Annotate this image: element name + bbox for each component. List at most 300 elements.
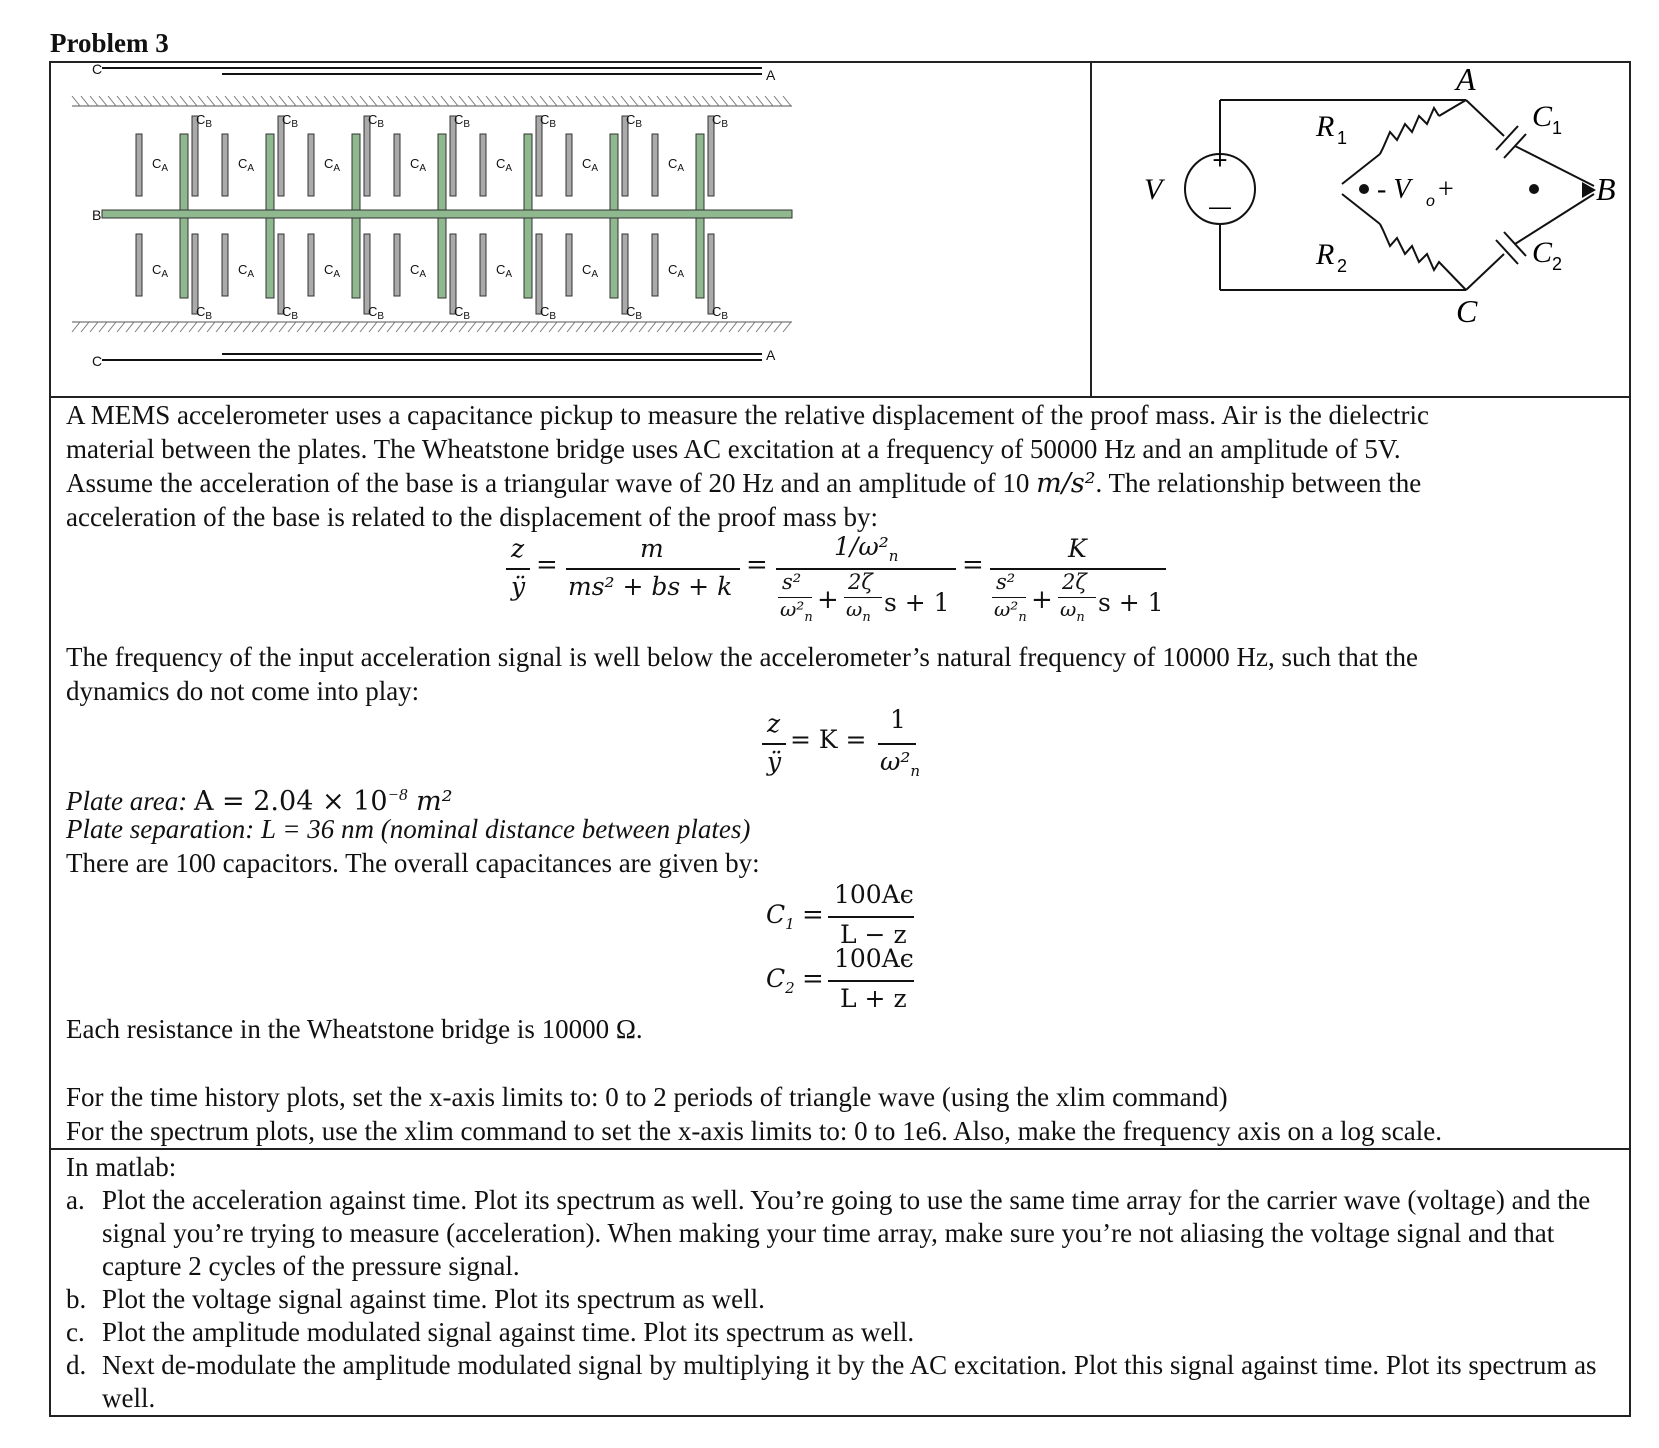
mems-structure (72, 64, 792, 369)
cap-den-1: L − z (840, 920, 907, 949)
hatch-bottom (603, 322, 611, 332)
hatch-top (513, 96, 521, 106)
hatch-bottom (774, 322, 782, 332)
fixed-electrode-bottom (480, 234, 486, 296)
moving-finger-top (266, 134, 274, 210)
hatch-top (324, 96, 332, 106)
hatch-bottom (306, 322, 314, 332)
label-cb: $C_B$ (540, 304, 557, 322)
proof-mass-bar (102, 210, 792, 218)
hatch-top (648, 96, 656, 106)
label-cb: $C_B$ (196, 112, 213, 130)
hatch-bottom (153, 322, 161, 332)
moving-finger-top (438, 134, 446, 210)
hatch-top (747, 96, 755, 106)
label-ca: $C_A$ (410, 156, 427, 174)
tf-den2-wn2: $\omega^2_n$ (780, 597, 813, 625)
label-ca: $C_A$ (238, 156, 255, 174)
tf-ydd: ÿ (511, 572, 526, 601)
hatch-bottom (135, 322, 143, 332)
hatch-bottom (351, 322, 359, 332)
plate-separation: Plate separation: L = 36 nm (nominal distance between plates) (66, 814, 751, 844)
tf-z: z (511, 534, 525, 563)
label-cb: $C_B$ (540, 112, 557, 130)
hatch-bottom (702, 322, 710, 332)
hatch-top (558, 96, 566, 106)
hatch-top (783, 96, 791, 106)
hatch-top (459, 96, 467, 106)
hatch-bottom (432, 322, 440, 332)
hatch-bottom (117, 322, 125, 332)
hatch-bottom (252, 322, 260, 332)
hatch-top (162, 96, 170, 106)
label-ca: $C_A$ (238, 262, 255, 280)
hatch-bottom (189, 322, 197, 332)
hatch-bottom (468, 322, 476, 332)
hatch-bottom (621, 322, 629, 332)
cap-den-2: L + z (840, 984, 907, 1013)
hatch-bottom (108, 322, 116, 332)
divider-matlab (49, 1148, 1631, 1150)
c2-label: C (1532, 236, 1553, 269)
hatch-top (153, 96, 161, 106)
r2-resistor-icon (1380, 224, 1466, 290)
hatch-top (450, 96, 458, 106)
hatch-bottom (378, 322, 386, 332)
hatch-top (441, 96, 449, 106)
hatch-top (378, 96, 386, 106)
divider-vertical (1090, 61, 1092, 397)
hatch-bottom (504, 322, 512, 332)
hatch-top (720, 96, 728, 106)
hatch-top (711, 96, 719, 106)
label-cb: $C_B$ (196, 304, 213, 322)
hatch-bottom (738, 322, 746, 332)
label-a-top: A (766, 67, 776, 83)
hatch-top (207, 96, 215, 106)
hatch-top (522, 96, 530, 106)
tf-den1: ms² + bs + k (568, 572, 733, 601)
fixed-electrode-bottom (278, 234, 284, 314)
fixed-electrode-top (136, 134, 142, 196)
task-b: b. Plot the voltage signal against time. Plot its spectrum as well. (66, 1284, 765, 1314)
hatch-bottom (441, 322, 449, 332)
hatch-bottom (216, 322, 224, 332)
fixed-electrode-top (450, 116, 456, 196)
fixed-electrode-bottom (450, 234, 456, 314)
hatch-top (531, 96, 539, 106)
fixed-electrode-bottom (394, 234, 400, 296)
label-ca: $C_A$ (324, 156, 341, 174)
task-c: c. Plot the amplitude modulated signal against time. Plot its spectrum as well. (66, 1317, 915, 1347)
hatch-top (270, 96, 278, 106)
hatch-bottom (387, 322, 395, 332)
hatch-top (333, 96, 341, 106)
fixed-electrode-bottom (622, 234, 628, 314)
node-b-label: B (1596, 171, 1616, 207)
label-ca: $C_A$ (582, 262, 599, 280)
matlab-heading: In matlab: (66, 1152, 177, 1182)
hatch-bottom (99, 322, 107, 332)
hatch-bottom (558, 322, 566, 332)
hatch-bottom (360, 322, 368, 332)
hatch-top (693, 96, 701, 106)
hatch-top (90, 96, 98, 106)
hatch-bottom (630, 322, 638, 332)
hatch-bottom (90, 322, 98, 332)
hatch-top (198, 96, 206, 106)
hatch-bottom (243, 322, 251, 332)
hatch-top (216, 96, 224, 106)
label-cb: $C_B$ (368, 304, 385, 322)
hatch-top (189, 96, 197, 106)
hatch-bottom (729, 322, 737, 332)
label-cb: $C_B$ (368, 112, 385, 130)
r2-label: R (1316, 238, 1335, 271)
hatch-bottom (612, 322, 620, 332)
label-cb: $C_B$ (712, 304, 729, 322)
hatch-top (675, 96, 683, 106)
hatch-top (279, 96, 287, 106)
vo-plus-node (1529, 184, 1539, 194)
fixed-electrode-bottom (136, 234, 142, 296)
plate-area: Plate area: $A = 2.04 \times 10^{-8}$ m² (66, 785, 453, 817)
fixed-electrode-top (652, 134, 658, 196)
hatch-bottom (648, 322, 656, 332)
task-d: d. Next de-modulate the amplitude modulated signal by multiplying it by the AC excitation. Plot this signal against time. Plot its spectrum as well. (66, 1350, 1597, 1413)
hatch-top (369, 96, 377, 106)
c2-label-sub: 2 (1552, 254, 1563, 274)
hatch-bottom (540, 322, 548, 332)
label-ca: $C_A$ (582, 156, 599, 174)
hatch-bottom (297, 322, 305, 332)
fixed-electrode-bottom (566, 234, 572, 296)
hatch-top (234, 96, 242, 106)
label-cb: $C_B$ (282, 112, 299, 130)
mems-comb-diagram (62, 64, 862, 394)
hatch-bottom (270, 322, 278, 332)
hatch-top (126, 96, 134, 106)
task-list (66, 1184, 1606, 1415)
hatch-top (243, 96, 251, 106)
hatch-top (117, 96, 125, 106)
hatch-top (99, 96, 107, 106)
moving-finger-bottom (352, 218, 360, 298)
hatch-top (387, 96, 395, 106)
hatch-top (774, 96, 782, 106)
hatch-bottom (459, 322, 467, 332)
hatch-bottom (342, 322, 350, 332)
hatch-top (585, 96, 593, 106)
hatch-bottom (423, 322, 431, 332)
hatch-top (540, 96, 548, 106)
fixed-electrode-bottom (364, 234, 370, 314)
freq-note-line-1: The frequency of the input acceleration signal is well below the accelerometer’s natural frequency of 10000 Hz, such that the (66, 642, 1418, 672)
hatch-bottom (171, 322, 179, 332)
label-cb: $C_B$ (712, 112, 729, 130)
hatch-bottom (162, 322, 170, 332)
intro-line-1: A MEMS accelerometer uses a capacitance pickup to measure the relative displacement of the proof mass. Air is the dielectric (66, 400, 1429, 430)
hatch-bottom (693, 322, 701, 332)
hatch-bottom (72, 322, 80, 332)
hatch-bottom (288, 322, 296, 332)
hatch-top (144, 96, 152, 106)
hatch-top (351, 96, 359, 106)
hatch-top (180, 96, 188, 106)
hatch-top (306, 96, 314, 106)
hatch-top (666, 96, 674, 106)
hatch-top (504, 96, 512, 106)
hatch-bottom (711, 322, 719, 332)
hatch-bottom (639, 322, 647, 332)
hatch-bottom (207, 322, 215, 332)
hatch-top (315, 96, 323, 106)
hatch-bottom (666, 322, 674, 332)
fixed-electrode-top (308, 134, 314, 196)
intro-line-3: Assume the acceleration of the base is a triangular wave of 20 Hz and an amplitude of 10 m/s². The relationship between the (66, 468, 1422, 499)
r2-label-sub: 2 (1337, 256, 1348, 276)
label-a-bottom: A (766, 347, 776, 363)
label-ca: $C_A$ (152, 156, 169, 174)
label-c-top: C (92, 64, 103, 77)
moving-finger-bottom (266, 218, 274, 298)
intro-unit: m/s² (1036, 468, 1096, 499)
hatch-top (342, 96, 350, 106)
problem-title: Problem 3 (50, 28, 169, 58)
hatch-bottom (450, 322, 458, 332)
hatch-top (594, 96, 602, 106)
moving-finger-top (180, 134, 188, 210)
r1-label: R (1316, 110, 1335, 143)
hatch-top (171, 96, 179, 106)
tf-den3-wn: $\omega_n$ (1060, 597, 1085, 625)
fixed-electrode-bottom (652, 234, 658, 296)
label-cb: $C_B$ (282, 304, 299, 322)
fixed-electrode-bottom (708, 234, 714, 314)
source-plus: + (1212, 145, 1228, 175)
hatch-top (81, 96, 89, 106)
label-cb: $C_B$ (454, 304, 471, 322)
hatch-bottom (234, 322, 242, 332)
hatch-bottom (144, 322, 152, 332)
label-cb: $C_B$ (626, 304, 643, 322)
hatch-top (477, 96, 485, 106)
hatch-top (639, 96, 647, 106)
static-k: = K = (790, 725, 867, 754)
hatch-bottom (576, 322, 584, 332)
c1-label: $C_1$ (766, 900, 795, 933)
hatch-top (72, 96, 80, 106)
plot-note-spectrum: For the spectrum plots, use the xlim command to set the x-axis limits to: 0 to 1e6. Also, make the frequency axis on a log scale. (66, 1116, 1442, 1146)
vo-label-sub: o (1426, 193, 1435, 210)
hatch-bottom (81, 322, 89, 332)
moving-finger-top (352, 134, 360, 210)
cap-num-1: 100Aϵ (834, 880, 914, 909)
hatch-bottom (405, 322, 413, 332)
hatch-top (396, 96, 404, 106)
node-a-label: A (1456, 64, 1476, 97)
fixed-electrode-top (708, 116, 714, 196)
fixed-electrode-top (278, 116, 284, 196)
fixed-electrode-top (364, 116, 370, 196)
hatch-bottom (180, 322, 188, 332)
fixed-electrode-top (394, 134, 400, 196)
tf-den2-wn: $\omega_n$ (846, 597, 871, 625)
hatch-bottom (279, 322, 287, 332)
moving-finger-top (696, 134, 704, 210)
hatch-bottom (522, 322, 530, 332)
hatch-top (621, 96, 629, 106)
hatch-top (765, 96, 773, 106)
hatch-top (612, 96, 620, 106)
tf-m: m (640, 534, 664, 563)
hatch-top (756, 96, 764, 106)
node-c-label: C (1456, 293, 1478, 329)
hatch-bottom (747, 322, 755, 332)
capacitors-note: There are 100 capacitors. The overall capacitances are given by: (66, 848, 760, 878)
label-ca: $C_A$ (410, 262, 427, 280)
fixed-electrode-top (566, 134, 572, 196)
hatch-top (225, 96, 233, 106)
resistance-note: Each resistance in the Wheatstone bridge is 10000 Ω. (66, 1014, 643, 1044)
label-ca: $C_A$ (324, 262, 341, 280)
wheatstone-bridge-diagram (1094, 64, 1629, 394)
hatch-top (423, 96, 431, 106)
label-cb: $C_B$ (626, 112, 643, 130)
hatch-bottom (126, 322, 134, 332)
hatch-bottom (396, 322, 404, 332)
moving-finger-bottom (696, 218, 704, 298)
hatch-bottom (684, 322, 692, 332)
label-ca: $C_A$ (496, 156, 513, 174)
c1-label-sub: 1 (1552, 118, 1563, 138)
hatch-top (576, 96, 584, 106)
fixed-electrode-bottom (536, 234, 542, 314)
hatch-bottom (594, 322, 602, 332)
moving-finger-top (524, 134, 532, 210)
hatch-top (468, 96, 476, 106)
hatch-top (297, 96, 305, 106)
hatch-bottom (567, 322, 575, 332)
hatch-bottom (585, 322, 593, 332)
fixed-electrode-top (622, 116, 628, 196)
label-c-bottom: C (92, 353, 103, 369)
label-ca: $C_A$ (668, 262, 685, 280)
hatch-top (738, 96, 746, 106)
hatch-top (108, 96, 116, 106)
hatch-bottom (369, 322, 377, 332)
tf-K: K (1068, 534, 1087, 563)
fixed-electrode-top (192, 116, 198, 196)
intro-line-4: acceleration of the base is related to the displacement of the proof mass by: (66, 502, 878, 532)
hatch-top (603, 96, 611, 106)
r1-resistor-icon (1380, 108, 1439, 154)
moving-finger-bottom (438, 218, 446, 298)
hatch-bottom (783, 322, 791, 332)
task-a: a. Plot the acceleration against time. Plot its spectrum as well. You’re going to use the same time array for the carrier wave (voltage) and the signal you’re trying to measure (acceleration). When making your time array, make sure you’re not aliasing the voltage signal and that capture 2 cycles of the pressure signal. (66, 1185, 1591, 1281)
label-cb: $C_B$ (454, 112, 471, 130)
hatch-top (729, 96, 737, 106)
hatch-top (495, 96, 503, 106)
static-wn2: $\omega^2_n$ (880, 747, 921, 780)
label-ca: $C_A$ (496, 262, 513, 280)
hatch-top (252, 96, 260, 106)
hatch-bottom (324, 322, 332, 332)
hatch-bottom (225, 322, 233, 332)
hatch-bottom (531, 322, 539, 332)
vo-plus-label: + (1438, 174, 1454, 205)
c2-label: $C_2$ (766, 964, 795, 997)
hatch-top (405, 96, 413, 106)
fixed-electrode-bottom (192, 234, 198, 314)
r1-label-sub: 1 (1337, 128, 1348, 148)
fixed-electrode-top (480, 134, 486, 196)
intro-line-2: material between the plates. The Wheatstone bridge uses AC excitation at a frequency of 50000 Hz and an amplitude of 5V. (66, 434, 1401, 464)
fixed-electrode-top (536, 116, 542, 196)
moving-finger-bottom (180, 218, 188, 298)
hatch-top (135, 96, 143, 106)
hatch-top (684, 96, 692, 106)
hatch-top (360, 96, 368, 106)
fixed-electrode-bottom (222, 234, 228, 296)
hatch-bottom (513, 322, 521, 332)
hatch-top (261, 96, 269, 106)
label-b: B (92, 207, 102, 223)
c1-label: C (1532, 100, 1553, 133)
hatch-bottom (477, 322, 485, 332)
hatch-top (432, 96, 440, 106)
cap-num-2: 100Aϵ (834, 944, 914, 973)
moving-finger-top (610, 134, 618, 210)
hatch-bottom (315, 322, 323, 332)
hatch-bottom (495, 322, 503, 332)
source-minus: — (1209, 194, 1231, 219)
vo-minus-node (1359, 184, 1369, 194)
hatch-top (702, 96, 710, 106)
hatch-bottom (198, 322, 206, 332)
hatch-top (486, 96, 494, 106)
moving-finger-bottom (610, 218, 618, 298)
hatch-bottom (765, 322, 773, 332)
hatch-bottom (486, 322, 494, 332)
hatch-bottom (675, 322, 683, 332)
hatch-bottom (414, 322, 422, 332)
plot-note-time: For the time history plots, set the x-axis limits to: 0 to 2 periods of triangle wave (using the xlim command) (66, 1082, 1228, 1112)
hatch-bottom (333, 322, 341, 332)
vo-label: - V (1377, 174, 1411, 205)
hatch-top (567, 96, 575, 106)
tf-den3-wn2: $\omega^2_n$ (994, 597, 1027, 625)
hatch-bottom (549, 322, 557, 332)
label-ca: $C_A$ (152, 262, 169, 280)
freq-note-line-2: dynamics do not come into play: (66, 676, 420, 706)
moving-finger-bottom (524, 218, 532, 298)
hatch-bottom (657, 322, 665, 332)
tf-num2: $1/\omega^2_n$ (834, 532, 899, 565)
source-label: V (1144, 173, 1163, 206)
fixed-electrode-bottom (308, 234, 314, 296)
hatch-bottom (261, 322, 269, 332)
hatch-top (549, 96, 557, 106)
hatch-top (657, 96, 665, 106)
hatch-top (414, 96, 422, 106)
hatch-top (288, 96, 296, 106)
hatch-bottom (756, 322, 764, 332)
hatch-top (630, 96, 638, 106)
label-ca: $C_A$ (668, 156, 685, 174)
hatch-bottom (720, 322, 728, 332)
fixed-electrode-top (222, 134, 228, 196)
